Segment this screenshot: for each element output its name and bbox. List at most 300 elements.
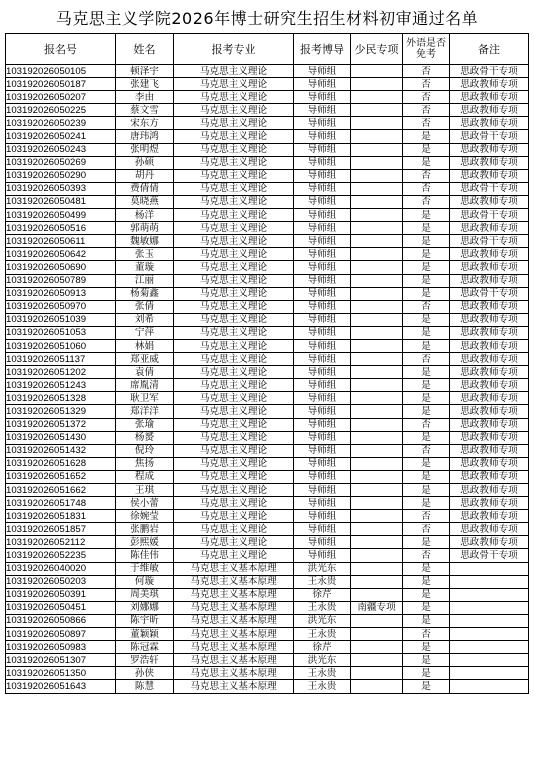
name-cell: 何璇 (116, 575, 174, 588)
table-row (6, 169, 529, 182)
language-exempt-cell: 是 (403, 261, 450, 274)
registration-number-cell: 103192026050393 (6, 182, 116, 195)
supervisor-cell: 导师组 (294, 261, 351, 274)
table-row (6, 444, 529, 457)
language-exempt-cell: 是 (403, 497, 450, 510)
table-row (6, 654, 529, 667)
major-cell: 马克思主义理论 (174, 143, 294, 156)
major-cell: 马克思主义理论 (174, 117, 294, 130)
major-cell: 马克思主义理论 (174, 536, 294, 549)
major-cell: 马克思主义理论 (174, 235, 294, 248)
minority-program-cell (351, 523, 403, 536)
registration-number-cell: 103192026050187 (6, 78, 116, 91)
registration-number-cell: 103192026051307 (6, 654, 116, 667)
remarks-cell: 思政教师专项 (450, 248, 529, 261)
registration-number-cell: 103192026051643 (6, 680, 116, 693)
supervisor-cell: 导师组 (294, 431, 351, 444)
major-cell: 马克思主义基本原理 (174, 601, 294, 614)
minority-program-cell: 南疆专项 (351, 601, 403, 614)
supervisor-cell: 导师组 (294, 156, 351, 169)
remarks-cell: 思政教师专项 (450, 274, 529, 287)
language-exempt-cell: 是 (403, 484, 450, 497)
major-cell: 马克思主义理论 (174, 418, 294, 431)
language-exempt-cell: 否 (403, 78, 450, 91)
language-exempt-cell: 否 (403, 65, 450, 78)
language-exempt-cell: 是 (403, 248, 450, 261)
name-cell: 郑亚威 (116, 353, 174, 366)
major-cell: 马克思主义理论 (174, 78, 294, 91)
table-header-row (6, 34, 529, 65)
minority-program-cell (351, 156, 403, 169)
supervisor-cell: 导师组 (294, 222, 351, 235)
registration-number-cell: 103192026050241 (6, 130, 116, 143)
registration-number-cell: 103192026051328 (6, 392, 116, 405)
major-cell: 马克思主义理论 (174, 222, 294, 235)
name-cell: 罗浩轩 (116, 654, 174, 667)
registration-number-cell: 103192026051350 (6, 667, 116, 680)
remarks-cell (450, 575, 529, 588)
table-row (6, 313, 529, 326)
minority-program-cell (351, 366, 403, 379)
supervisor-cell: 导师组 (294, 209, 351, 222)
minority-program-cell (351, 130, 403, 143)
major-cell: 马克思主义基本原理 (174, 562, 294, 575)
supervisor-cell: 徐芹 (294, 641, 351, 654)
supervisor-cell: 徐芹 (294, 588, 351, 601)
minority-program-cell (351, 510, 403, 523)
table-row (6, 588, 529, 601)
table-row (6, 248, 529, 261)
supervisor-cell: 导师组 (294, 549, 351, 562)
supervisor-cell: 导师组 (294, 484, 351, 497)
table-row (6, 130, 529, 143)
name-cell: 陈佳伟 (116, 549, 174, 562)
page-title: 马克思主义学院2026年博士研究生招生材料初审通过名单 (55, 9, 479, 28)
table-row (6, 431, 529, 444)
name-cell: 杨菊鑫 (116, 287, 174, 300)
header-remarks: 备注 (450, 34, 529, 65)
remarks-cell: 思政教师专项 (450, 418, 529, 431)
table-row (6, 484, 529, 497)
name-cell: 耿卫军 (116, 392, 174, 405)
table-row (6, 78, 529, 91)
minority-program-cell (351, 117, 403, 130)
major-cell: 马克思主义基本原理 (174, 575, 294, 588)
name-cell: 于维敏 (116, 562, 174, 575)
language-exempt-cell: 是 (403, 680, 450, 693)
language-exempt-cell: 否 (403, 300, 450, 313)
registration-number-cell: 103192026050611 (6, 235, 116, 248)
major-cell: 马克思主义理论 (174, 405, 294, 418)
registration-number-cell: 103192026050516 (6, 222, 116, 235)
name-cell: 王琪 (116, 484, 174, 497)
name-cell: 侯小蕾 (116, 497, 174, 510)
name-cell: 张建飞 (116, 78, 174, 91)
minority-program-cell (351, 78, 403, 91)
minority-program-cell (351, 562, 403, 575)
remarks-cell (450, 654, 529, 667)
supervisor-cell: 洪光东 (294, 614, 351, 627)
registration-number-cell: 103192026050243 (6, 143, 116, 156)
remarks-cell: 思政教师专项 (450, 169, 529, 182)
minority-program-cell (351, 222, 403, 235)
remarks-cell: 思政教师专项 (450, 431, 529, 444)
language-exempt-cell: 是 (403, 287, 450, 300)
registration-number-cell: 103192026051652 (6, 470, 116, 483)
language-exempt-cell: 是 (403, 536, 450, 549)
major-cell: 马克思主义基本原理 (174, 628, 294, 641)
table-row (6, 549, 529, 562)
name-cell: 莫晓燕 (116, 195, 174, 208)
supervisor-cell: 王永贵 (294, 601, 351, 614)
registration-number-cell: 103192026051060 (6, 339, 116, 352)
supervisor-cell: 导师组 (294, 405, 351, 418)
remarks-cell: 思政骨干专项 (450, 65, 529, 78)
language-exempt-cell: 是 (403, 470, 450, 483)
registration-number-cell: 103192026050913 (6, 287, 116, 300)
major-cell: 马克思主义理论 (174, 169, 294, 182)
registration-number-cell: 103192026050642 (6, 248, 116, 261)
admission-list-table (5, 33, 529, 694)
name-cell: 江丽 (116, 274, 174, 287)
remarks-cell: 思政教师专项 (450, 353, 529, 366)
supervisor-cell: 导师组 (294, 392, 351, 405)
name-cell: 杨赟 (116, 431, 174, 444)
name-cell: 刘娜娜 (116, 601, 174, 614)
registration-number-cell: 103192026050239 (6, 117, 116, 130)
supervisor-cell: 导师组 (294, 235, 351, 248)
minority-program-cell (351, 169, 403, 182)
registration-number-cell: 103192026051329 (6, 405, 116, 418)
supervisor-cell: 导师组 (294, 287, 351, 300)
minority-program-cell (351, 339, 403, 352)
remarks-cell: 思政骨干专项 (450, 549, 529, 562)
table-row (6, 65, 529, 78)
registration-number-cell: 103192026052235 (6, 549, 116, 562)
language-exempt-cell: 是 (403, 235, 450, 248)
language-exempt-cell: 否 (403, 91, 450, 104)
supervisor-cell: 导师组 (294, 326, 351, 339)
name-cell: 焦扬 (116, 457, 174, 470)
minority-program-cell (351, 536, 403, 549)
table-row (6, 470, 529, 483)
minority-program-cell (351, 614, 403, 627)
major-cell: 马克思主义理论 (174, 248, 294, 261)
language-exempt-cell: 否 (403, 195, 450, 208)
table-row (6, 91, 529, 104)
minority-program-cell (351, 392, 403, 405)
major-cell: 马克思主义理论 (174, 156, 294, 169)
major-cell: 马克思主义理论 (174, 104, 294, 117)
header-supervisor: 报考博导 (294, 34, 351, 65)
major-cell: 马克思主义基本原理 (174, 641, 294, 654)
major-cell: 马克思主义理论 (174, 444, 294, 457)
minority-program-cell (351, 104, 403, 117)
registration-number-cell: 103192026051137 (6, 353, 116, 366)
major-cell: 马克思主义基本原理 (174, 654, 294, 667)
minority-program-cell (351, 274, 403, 287)
minority-program-cell (351, 431, 403, 444)
remarks-cell: 思政教师专项 (450, 78, 529, 91)
supervisor-cell: 导师组 (294, 65, 351, 78)
supervisor-cell: 导师组 (294, 104, 351, 117)
minority-program-cell (351, 326, 403, 339)
language-exempt-cell: 是 (403, 392, 450, 405)
registration-number-cell: 103192026051372 (6, 418, 116, 431)
remarks-cell: 思政教师专项 (450, 156, 529, 169)
supervisor-cell: 导师组 (294, 497, 351, 510)
minority-program-cell (351, 444, 403, 457)
supervisor-cell: 导师组 (294, 248, 351, 261)
language-exempt-cell: 是 (403, 274, 450, 287)
registration-number-cell: 103192026051831 (6, 510, 116, 523)
supervisor-cell: 导师组 (294, 91, 351, 104)
table-row (6, 562, 529, 575)
remarks-cell (450, 641, 529, 654)
minority-program-cell (351, 418, 403, 431)
remarks-cell: 思政教师专项 (450, 104, 529, 117)
table-row (6, 353, 529, 366)
minority-program-cell (351, 667, 403, 680)
supervisor-cell: 导师组 (294, 536, 351, 549)
table-row (6, 614, 529, 627)
header-minority-program: 少民专项 (351, 34, 403, 65)
remarks-cell (450, 628, 529, 641)
remarks-cell: 思政教师专项 (450, 392, 529, 405)
supervisor-cell: 导师组 (294, 444, 351, 457)
remarks-cell: 思政教师专项 (450, 313, 529, 326)
remarks-cell: 思政教师专项 (450, 470, 529, 483)
table-row (6, 274, 529, 287)
minority-program-cell (351, 641, 403, 654)
name-cell: 郑洋洋 (116, 405, 174, 418)
language-exempt-cell: 是 (403, 313, 450, 326)
minority-program-cell (351, 497, 403, 510)
minority-program-cell (351, 628, 403, 641)
table-row (6, 326, 529, 339)
name-cell: 席胤清 (116, 379, 174, 392)
table-row (6, 366, 529, 379)
name-cell: 刘希 (116, 313, 174, 326)
table-row (6, 667, 529, 680)
table-row (6, 680, 529, 693)
language-exempt-cell: 否 (403, 510, 450, 523)
major-cell: 马克思主义基本原理 (174, 588, 294, 601)
registration-number-cell: 103192026050105 (6, 65, 116, 78)
name-cell: 胡丹 (116, 169, 174, 182)
registration-number-cell: 103192026050225 (6, 104, 116, 117)
table-row (6, 392, 529, 405)
language-exempt-cell: 是 (403, 457, 450, 470)
name-cell: 张明煜 (116, 143, 174, 156)
language-exempt-cell: 否 (403, 169, 450, 182)
remarks-cell: 思政骨干专项 (450, 182, 529, 195)
remarks-cell: 思政教师专项 (450, 339, 529, 352)
remarks-cell (450, 614, 529, 627)
name-cell: 宋东方 (116, 117, 174, 130)
name-cell: 李由 (116, 91, 174, 104)
table-row (6, 510, 529, 523)
supervisor-cell: 导师组 (294, 418, 351, 431)
remarks-cell: 思政教师专项 (450, 117, 529, 130)
supervisor-cell: 导师组 (294, 457, 351, 470)
supervisor-cell: 导师组 (294, 169, 351, 182)
major-cell: 马克思主义理论 (174, 484, 294, 497)
language-exempt-cell: 是 (403, 130, 450, 143)
supervisor-cell: 王永贵 (294, 575, 351, 588)
supervisor-cell: 导师组 (294, 510, 351, 523)
language-exempt-cell: 否 (403, 444, 450, 457)
table-row (6, 405, 529, 418)
remarks-cell (450, 562, 529, 575)
remarks-cell: 思政教师专项 (450, 261, 529, 274)
remarks-cell: 思政教师专项 (450, 510, 529, 523)
registration-number-cell: 103192026050866 (6, 614, 116, 627)
table-row (6, 457, 529, 470)
supervisor-cell: 导师组 (294, 339, 351, 352)
language-exempt-cell: 否 (403, 418, 450, 431)
remarks-cell: 思政教师专项 (450, 444, 529, 457)
supervisor-cell: 导师组 (294, 182, 351, 195)
remarks-cell: 思政教师专项 (450, 379, 529, 392)
header-language-exempt: 外语是否免考 (403, 34, 450, 65)
language-exempt-cell: 是 (403, 326, 450, 339)
supervisor-cell: 洪光东 (294, 654, 351, 667)
registration-number-cell: 103192026050970 (6, 300, 116, 313)
registration-number-cell: 103192026051432 (6, 444, 116, 457)
language-exempt-cell: 否 (403, 182, 450, 195)
minority-program-cell (351, 300, 403, 313)
major-cell: 马克思主义理论 (174, 274, 294, 287)
name-cell: 董璇 (116, 261, 174, 274)
major-cell: 马克思主义基本原理 (174, 667, 294, 680)
table-row (6, 575, 529, 588)
supervisor-cell: 导师组 (294, 143, 351, 156)
name-cell: 董颖颖 (116, 628, 174, 641)
supervisor-cell: 王永贵 (294, 628, 351, 641)
registration-number-cell: 103192026050481 (6, 195, 116, 208)
name-cell: 徐婉莹 (116, 510, 174, 523)
supervisor-cell: 导师组 (294, 353, 351, 366)
name-cell: 魏敏娜 (116, 235, 174, 248)
major-cell: 马克思主义理论 (174, 366, 294, 379)
remarks-cell: 思政教师专项 (450, 326, 529, 339)
remarks-cell: 思政教师专项 (450, 300, 529, 313)
language-exempt-cell: 是 (403, 667, 450, 680)
table-row (6, 143, 529, 156)
table-row (6, 104, 529, 117)
name-cell: 孙侠 (116, 667, 174, 680)
table-row (6, 195, 529, 208)
major-cell: 马克思主义理论 (174, 353, 294, 366)
minority-program-cell (351, 575, 403, 588)
major-cell: 马克思主义理论 (174, 65, 294, 78)
minority-program-cell (351, 484, 403, 497)
table-row (6, 523, 529, 536)
name-cell: 费倩倩 (116, 182, 174, 195)
supervisor-cell: 导师组 (294, 379, 351, 392)
supervisor-cell: 导师组 (294, 130, 351, 143)
registration-number-cell: 103192026051748 (6, 497, 116, 510)
language-exempt-cell: 是 (403, 641, 450, 654)
language-exempt-cell: 是 (403, 601, 450, 614)
major-cell: 马克思主义理论 (174, 195, 294, 208)
name-cell: 袁倩 (116, 366, 174, 379)
minority-program-cell (351, 313, 403, 326)
remarks-cell: 思政教师专项 (450, 91, 529, 104)
language-exempt-cell: 否 (403, 117, 450, 130)
name-cell: 郭萌萌 (116, 222, 174, 235)
table-row (6, 418, 529, 431)
remarks-cell (450, 588, 529, 601)
language-exempt-cell: 是 (403, 379, 450, 392)
remarks-cell: 思政教师专项 (450, 405, 529, 418)
table-row (6, 209, 529, 222)
supervisor-cell: 导师组 (294, 117, 351, 130)
remarks-cell (450, 680, 529, 693)
remarks-cell: 思政教师专项 (450, 222, 529, 235)
language-exempt-cell: 否 (403, 628, 450, 641)
registration-number-cell: 103192026052112 (6, 536, 116, 549)
remarks-cell: 思政教师专项 (450, 497, 529, 510)
language-exempt-cell: 是 (403, 654, 450, 667)
major-cell: 马克思主义理论 (174, 300, 294, 313)
minority-program-cell (351, 65, 403, 78)
minority-program-cell (351, 405, 403, 418)
name-cell: 林娟 (116, 339, 174, 352)
registration-number-cell: 103192026051243 (6, 379, 116, 392)
language-exempt-cell: 是 (403, 222, 450, 235)
language-exempt-cell: 否 (403, 549, 450, 562)
name-cell: 周美琪 (116, 588, 174, 601)
registration-number-cell: 103192026050207 (6, 91, 116, 104)
registration-number-cell: 103192026051628 (6, 457, 116, 470)
remarks-cell: 思政教师专项 (450, 523, 529, 536)
minority-program-cell (351, 654, 403, 667)
remarks-cell (450, 601, 529, 614)
major-cell: 马克思主义理论 (174, 457, 294, 470)
registration-number-cell: 103192026051039 (6, 313, 116, 326)
table-row (6, 601, 529, 614)
minority-program-cell (351, 261, 403, 274)
language-exempt-cell: 是 (403, 405, 450, 418)
major-cell: 马克思主义理论 (174, 287, 294, 300)
remarks-cell: 思政骨干专项 (450, 287, 529, 300)
remarks-cell (450, 667, 529, 680)
minority-program-cell (351, 287, 403, 300)
registration-number-cell: 103192026051857 (6, 523, 116, 536)
minority-program-cell (351, 143, 403, 156)
remarks-cell: 思政教师专项 (450, 143, 529, 156)
name-cell: 唐玮鸿 (116, 130, 174, 143)
major-cell: 马克思主义理论 (174, 431, 294, 444)
registration-number-cell: 103192026050269 (6, 156, 116, 169)
major-cell: 马克思主义理论 (174, 182, 294, 195)
name-cell: 张鹏岩 (116, 523, 174, 536)
registration-number-cell: 103192026050690 (6, 261, 116, 274)
name-cell: 陈慧 (116, 680, 174, 693)
minority-program-cell (351, 379, 403, 392)
name-cell: 程成 (116, 470, 174, 483)
supervisor-cell: 导师组 (294, 523, 351, 536)
major-cell: 马克思主义理论 (174, 261, 294, 274)
language-exempt-cell: 是 (403, 614, 450, 627)
minority-program-cell (351, 353, 403, 366)
minority-program-cell (351, 588, 403, 601)
header-name: 姓名 (116, 34, 174, 65)
table-row (6, 339, 529, 352)
language-exempt-cell: 否 (403, 353, 450, 366)
